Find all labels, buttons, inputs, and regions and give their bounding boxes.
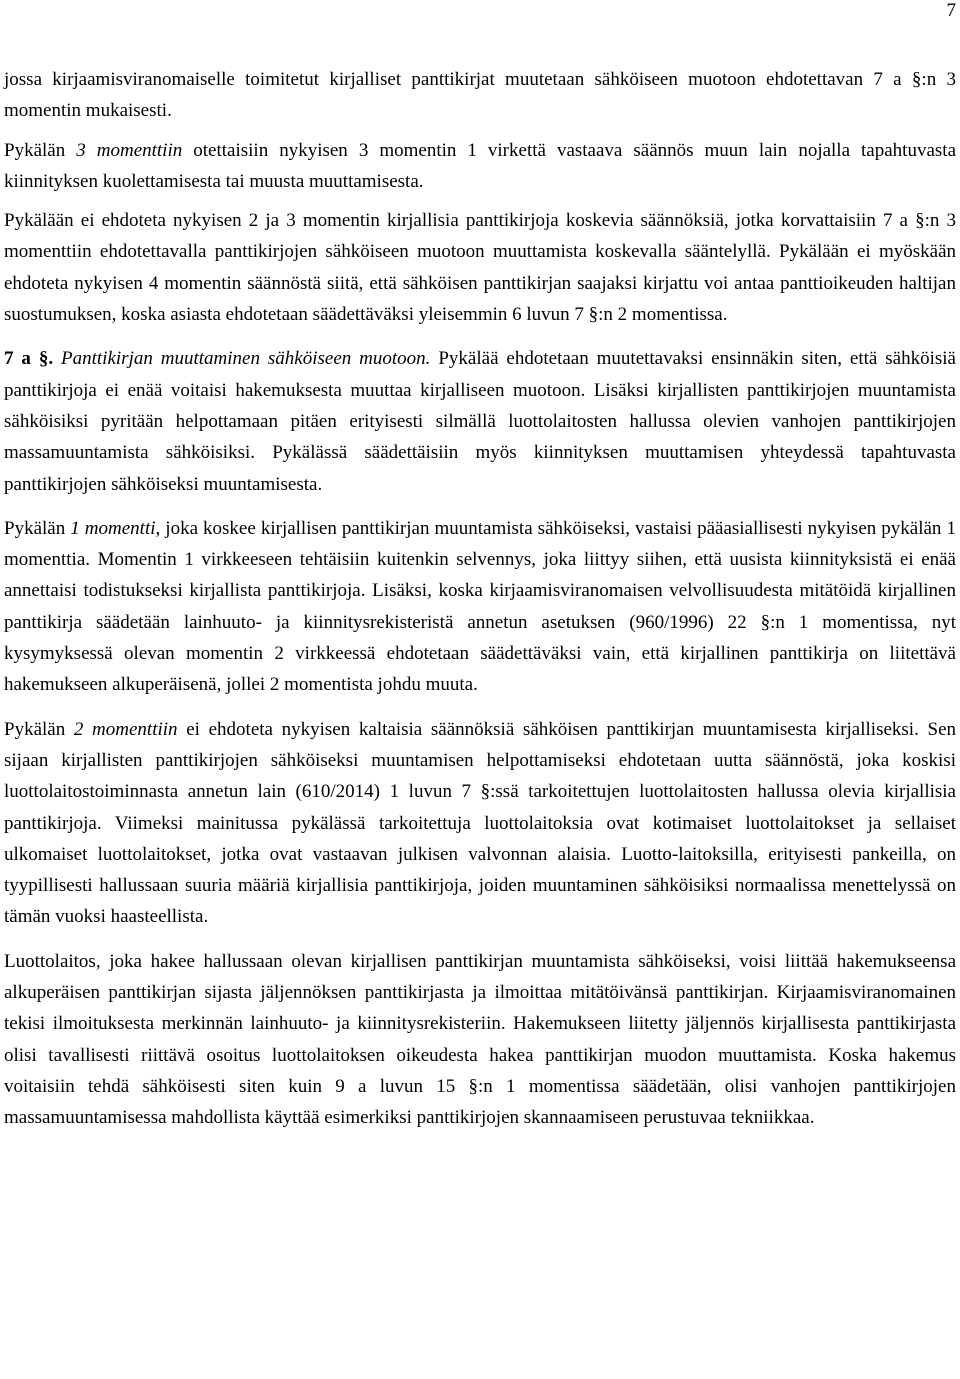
- paragraph-1: jossa kirjaamisviranomaiselle toimitetut kirjalliset panttikirjat muutetaan sähköiseen muotoon ehdotettavan 7 a §:n 3 momentin mukaisesti.: [4, 69, 956, 122]
- paragraph-6-reference: 2 momenttiin: [73, 718, 178, 740]
- document-body: [4, 64, 956, 1147]
- paragraph-6: [4, 714, 956, 933]
- paragraph-4: [4, 343, 956, 499]
- paragraph-5: [4, 513, 956, 701]
- paragraph-2-reference: 3 momenttiin: [76, 139, 183, 161]
- section-heading-title: Panttikirjan muuttaminen sähköiseen muotoon.: [61, 348, 431, 370]
- paragraph-7: Luottolaitos, joka hakee hallussaan olevan kirjallisen panttikirjan muuntamista sähköiseksi, voisi liittää hakemukseensa alkuperäisen panttikirjan sijasta jäljennöksen panttikirjasta ja ilmoittaa mitätöivänsä panttikirjan. Kirjaamisviranomainen tekisi ilmoituksesta merkinnän lainhuuto- ja kiinnitysrekisteriin. Hakemukseen liitetty jäljennös kirjallisesta panttikirjasta olisi tavallisesti riittävä osoitus luottolaitoksen oikeudesta hakea panttikirjan muodon muuttamista. Koska hakemus voitaisiin tehdä sähköisesti siten kuin 9 a luvun 15 §:n 1 momentissa säädetään, olisi vanhojen panttikirjojen massamuuntamisessa mahdollista käyttää esimerkiksi panttikirjojen skannaamiseen perustuvaa tekniikkaa.: [4, 950, 956, 1129]
- paragraph-4-text: Pykälää ehdotetaan muutettavaksi ensinnäkin siten, että sähköisiä panttikirjoja ei enää voitaisi hakemuksesta muuttaa kirjalliseen muotoon. Lisäksi kirjallisten panttikirjojen muuntamista sähköisiksi pyritään helpottamaan pitäen erityisesti silmällä luottolaitosten hallussa olevien vanhojen panttikirjojen massamuuntamista sähköisiksi. Pykälässä säädettäisiin myös kiinnityksen muuttamisen yhteydessä tapahtuvasta panttikirjojen sähköiseksi muuntamisesta.: [4, 348, 956, 495]
- paragraph-2-text: otettaisiin nykyisen 3 momentin 1 virkettä vastaava säännös muun lain nojalla tapahtuvasta kiinnityksen kuolettamisesta tai muusta muuttamisesta.: [4, 139, 956, 192]
- paragraph-6-text: ei ehdoteta nykyisen kaltaisia säännöksiä sähköisen panttikirjan muuntamisesta kirjalliseksi. Sen sijaan kirjallisten panttikirjojen sähköiseksi muuntamisen helpottamiseksi ehdotetaan uutta säännöstä, joka koskisi luottolaitostoiminnasta annetun lain (610/2014) 1 luvun 7 §:ssä tarkoitettujen luottolaitosten hallussa olevia kirjallisia panttikirjoja. Viimeksi mainitussa pykälässä tarkoitettuja luottolaitoksia ovat kotimaiset luottolaitokset ja sellaiset ulkomaiset luottolaitokset, jotka ovat vastaavan julkisen valvonnan alaisia. Luotto-laitoksilla, erityisesti pankeilla, on tyypillisesti hallussaan suuria määriä kirjallisia panttikirjoja, joiden muuntaminen sähköisiksi normaalissa menettelyssä on tämän vuoksi haasteellista.: [4, 718, 956, 928]
- paragraph-3: Pykälään ei ehdoteta nykyisen 2 ja 3 momentin kirjallisia panttikirjoja koskevia säännöksiä, jotka korvattaisiin 7 a §:n 3 momenttiin ehdotettavalla panttikirjojen sähköiseen muotoon muuttamista koskevalla sääntelyllä. Pykälään ei myöskään ehdoteta nykyisen 4 momentin säännöstä siitä, että sähköisen panttikirjan saajaksi kirjattu voi antaa panttioikeuden haltijan suostumuksen, koska asiasta ehdotetaan säädettäväksi yleisemmin 6 luvun 7 §:n 2 momentissa.: [4, 210, 956, 326]
- section-heading-number: 7 a §.: [4, 348, 54, 370]
- paragraph-6-lead: Pykälän: [4, 718, 74, 740]
- paragraph-5-reference: 1 momentti: [70, 517, 156, 539]
- paragraph-2: [4, 135, 956, 198]
- paragraph-5-text: , joka koskee kirjallisen panttikirjan muuntamista sähköiseksi, vastaisi pääasiallisesti nykyisen pykälän 1 momenttia. Momentin 1 virkkeeseen tehtäisiin kuitenkin selvennys, joka liittyy siihen, että uusista kiinnityksistä ei enää annettaisi todistukseksi kirjallista panttikirjoja. Lisäksi, koska kirjaamisviranomaisen velvollisuudesta mitätöidä kirjallinen panttikirja säädetään lainhuuto- ja kiinnitysrekisteristä annetun asetuksen (960/1996) 22 §:n 1 momentissa, nyt kysymyksessä olevan momentin 2 virkkeessä ehdotetaan säädettäväksi vain, että kirjallinen panttikirja on liitettävä hakemukseen alkuperäisenä, jollei 2 momentista johdu muuta.: [4, 517, 956, 696]
- page-number: 7: [946, 0, 956, 21]
- paragraph-5-lead: Pykälän: [4, 517, 71, 539]
- paragraph-2-lead: Pykälän: [4, 139, 77, 161]
